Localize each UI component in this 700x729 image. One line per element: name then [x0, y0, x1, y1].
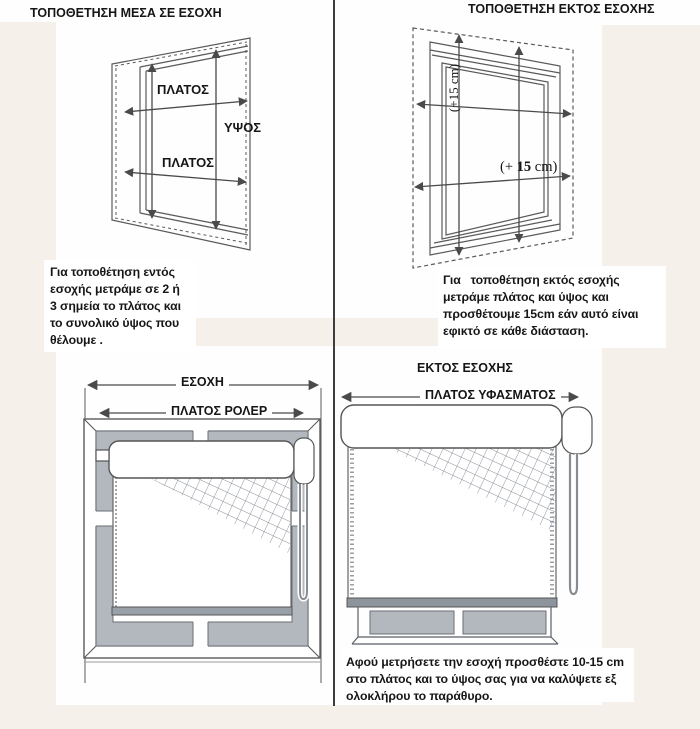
note-line: στο πλάτος και το ύψος σας για να καλύψετε εξ: [346, 672, 617, 686]
note-line: Αφού μετρήσετε την εσοχή προσθέστε 10-15 cm: [346, 655, 624, 669]
outside-recess-heading: ΕΚΤΟΣ ΕΣΟΧΗΣ: [417, 361, 513, 375]
bottom-band: [0, 705, 700, 729]
note-line: ολοκλήρου το παράθυρο.: [346, 689, 493, 703]
note-line: εσοχής μετράμε σε 2 ή: [50, 282, 180, 296]
inside-recess-note: [50, 264, 181, 349]
note-line: εφικτό σε κάθε διάσταση.: [443, 324, 589, 338]
right-margin-stripe: [602, 25, 700, 707]
note-line: προσθέτουμε 15cm εάν αυτό είναι: [443, 307, 639, 321]
inside-recess-title: ΤΟΠΟΘΕΤΗΣΗ ΜΕΣΑ ΣΕ ΕΣΟΧΗ: [30, 6, 222, 20]
note-line: μετράμε πλάτος και ύψος και: [443, 290, 609, 304]
outside-recess-note: [443, 272, 638, 340]
outside-recess-bottom-note: [346, 654, 624, 705]
width-add-prefix: (+: [500, 159, 517, 175]
note-line: Για τοποθέτηση εντός: [50, 265, 175, 279]
height-label: ΥΨΟΣ: [224, 120, 262, 135]
width-add-suffix: cm): [531, 159, 558, 175]
width-label-bottom: ΠΛΑΤΟΣ: [162, 155, 214, 170]
inside-recess-window-diagram: [90, 28, 330, 278]
width-label-top: ΠΛΑΤΟΣ: [157, 82, 209, 97]
outside-recess-window-diagram: [402, 20, 602, 275]
fabric-width-label: ΠΛΑΤΟΣ ΥΦΑΣΜΑΤΟΣ: [420, 388, 561, 402]
note-line: το συνολικό ύψος που: [50, 316, 180, 330]
left-margin-stripe: [0, 22, 56, 707]
width-add-label: [500, 160, 557, 174]
note-line: Για τοποθέτηση εκτός εσοχής: [443, 273, 620, 287]
recess-label: ΕΣΟΧΗ: [176, 375, 229, 389]
note-line: θέλουμε .: [50, 333, 103, 347]
width-add-value: 15: [516, 159, 532, 175]
outside-recess-title: ΤΟΠΟΘΕΤΗΣΗ ΕΚΤΟΣ ΕΣΟΧΗΣ: [468, 2, 655, 16]
height-add-label: (+15 cm): [446, 63, 461, 113]
note-line: 3 σημεία το πλάτος και: [50, 299, 181, 313]
roller-width-label: ΠΛΑΤΟΣ ΡΟΛΕΡ: [166, 404, 272, 418]
